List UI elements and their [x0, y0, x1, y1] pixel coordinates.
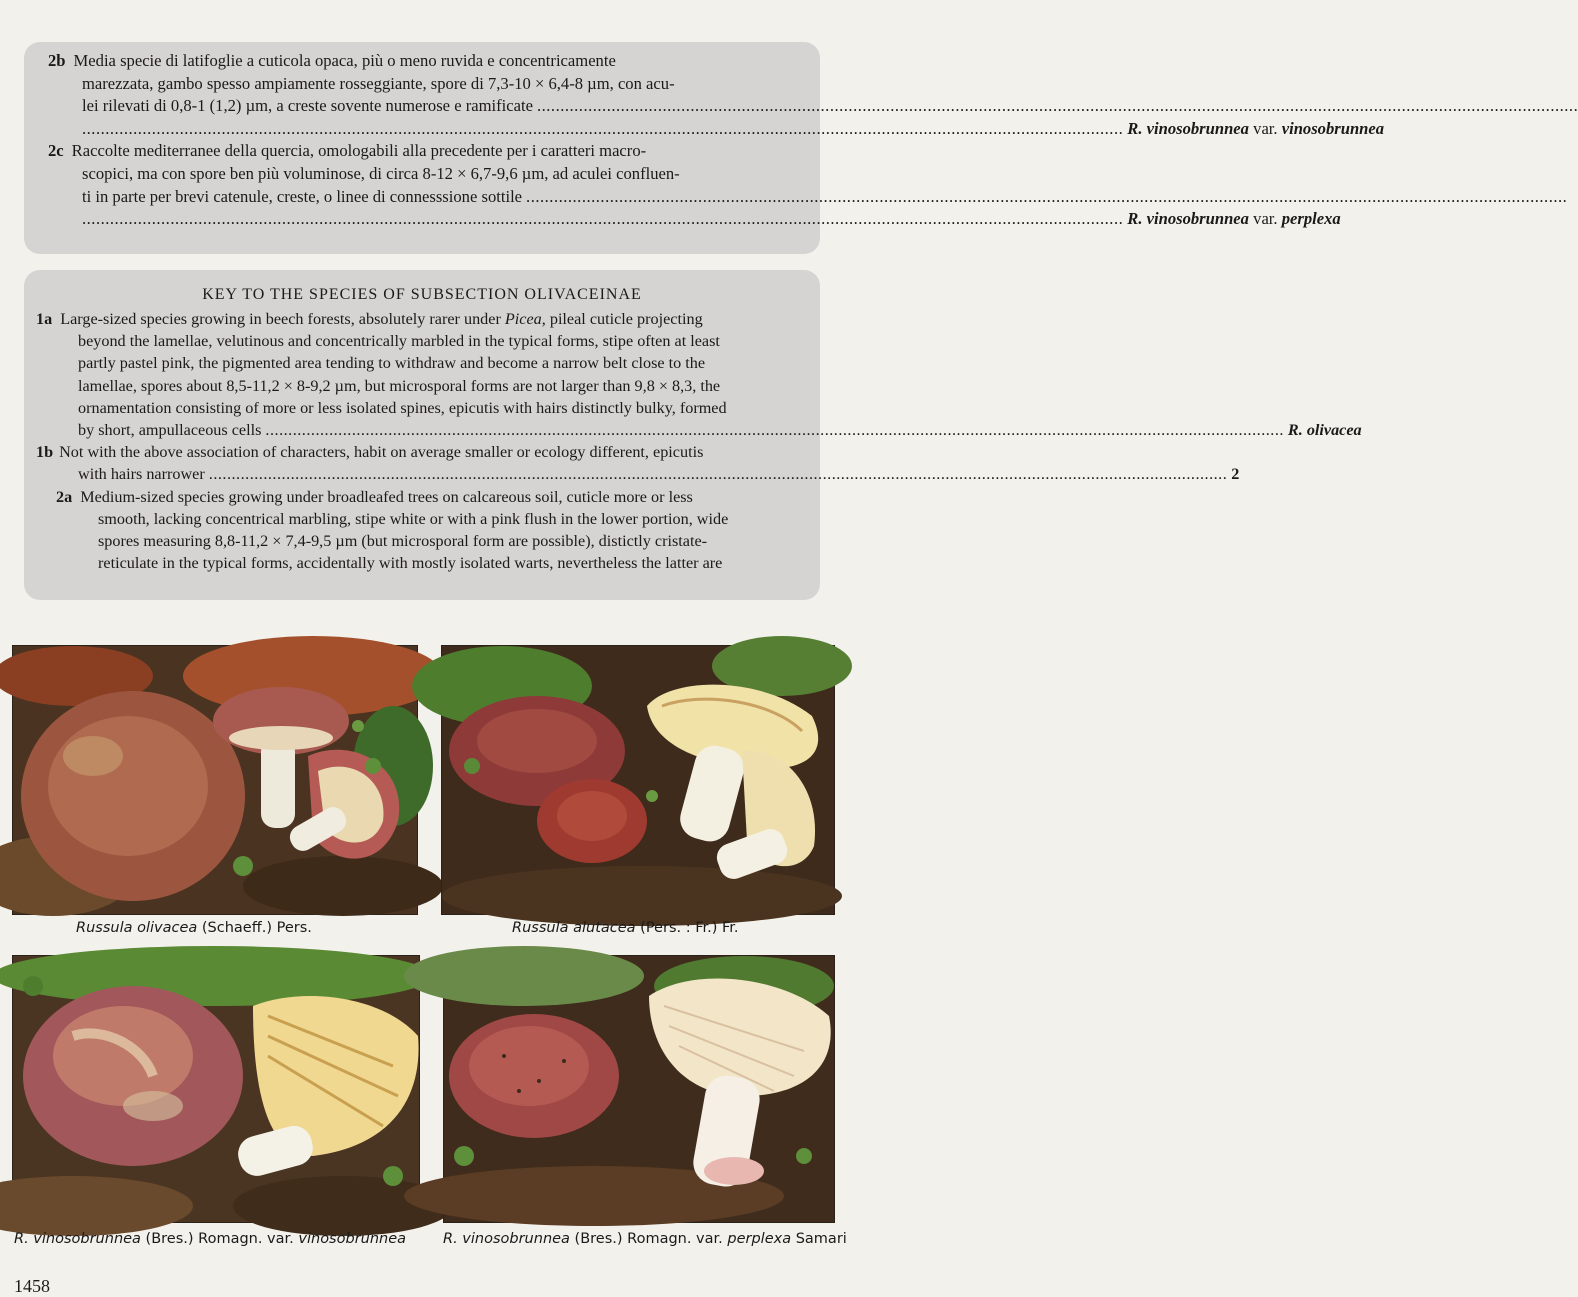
entry-2c-line3: [48, 186, 808, 209]
entry-text: Not with the above association of characters, habit on average smaller or ecology different, epicutis: [59, 443, 704, 462]
caption-genus: R.: [14, 1231, 29, 1247]
mushroom-photo: [13, 646, 417, 914]
entry-text: ti in parte per brevi catenule, creste, o linee di connesssione sottile: [82, 186, 523, 206]
leader-dots: [265, 419, 1284, 441]
leader-dots: [537, 95, 1578, 118]
entry-1b-line1: [36, 441, 808, 463]
caption-epithet: olivacea: [137, 920, 198, 936]
key-title: KEY TO THE SPECIES OF SUBSECTION OLIVACEINAE: [202, 286, 642, 303]
entry-1b: [36, 441, 1240, 485]
caption-epithet: vinosobrunnea: [462, 1231, 570, 1247]
caption-russula-alutacea: [512, 920, 739, 936]
entry-text: [60, 308, 702, 330]
entry-text: with hairs narrower: [78, 465, 205, 484]
caption-genus: Russula: [76, 920, 133, 936]
caption-russula-olivacea: [76, 920, 312, 936]
caption-suffix: Samari: [795, 1231, 847, 1247]
caption-epithet: vinosobrunnea: [33, 1231, 141, 1247]
entry-2a-line1: [56, 486, 808, 508]
caption-genus: Russula: [512, 920, 569, 936]
entry-1a-line6: [36, 419, 1362, 441]
caption-variety: vinosobrunnea: [298, 1231, 407, 1247]
entry-text: by short, ampullaceous cells: [78, 421, 262, 440]
entry-1a: [36, 308, 1362, 441]
entry-1a-line2: beyond the lamellae, velutinous and concentrically marbled in the typical forms, stipe often at least: [78, 332, 720, 351]
caption-vinosobrunnea-perplexa: [443, 1231, 847, 1247]
entry-2c-line2: scopici, ma con spore ben più voluminose, di circa 8-12 × 6,7-9,6 µm, ad aculei confluen-: [82, 163, 680, 183]
entry-1b-line2: [36, 463, 1240, 485]
entry-text: Raccolte mediterranee della quercia, omologabili alla precedente per i caratteri macro-: [71, 141, 647, 161]
mushroom-photo: [13, 956, 419, 1222]
species-name: R. vinosobrunnea: [1127, 209, 1249, 229]
lead-number: 2: [1231, 465, 1240, 484]
page-number: 1458: [14, 1276, 50, 1296]
caption-vinosobrunnea-vinosobrunnea: [14, 1231, 406, 1247]
entry-text: Media specie di latifoglie a cuticola opaca, più o meno ruvida e concentricamente: [73, 51, 616, 70]
entry-1a-line1: [36, 308, 808, 330]
species-name: R. vinosobrunnea: [1127, 118, 1249, 138]
entry-text-part: , pileal cuticle projecting: [541, 310, 703, 328]
var-word: var.: [1253, 209, 1278, 229]
photo-vinosobrunnea-vinosobrunnea: [12, 955, 420, 1223]
entry-text-part: Large-sized species growing in beech forests, absolutely rarer under: [60, 310, 505, 328]
italian-key-box: [24, 42, 1385, 254]
leader-dots: [82, 208, 1123, 231]
entry-number: 2b: [48, 51, 66, 70]
species-result: R. olivacea: [1287, 421, 1362, 440]
caption-epithet: alutacea: [573, 920, 636, 936]
entry-2a-line2: smooth, lacking concentrical marbling, stipe white or with a pink flush in the lower portion, wide: [98, 509, 729, 528]
caption-author: (Schaeff.) Pers.: [201, 920, 312, 936]
entry-number: 1b: [36, 443, 54, 462]
entry-2c: [48, 140, 1341, 230]
photo-russula-alutacea: [441, 645, 835, 915]
entry-1a-line5: ornamentation consisting of more or less isolated spines, epicutis with hairs distinctly bulky, formed: [78, 398, 727, 417]
entry-number: 2a: [56, 487, 73, 506]
entry-text: lei rilevati di 0,8-1 (1,2) µm, a creste sovente numerose e ramificate: [82, 96, 533, 116]
entry-2b-result: [48, 118, 1385, 141]
mushroom-photo: [442, 646, 834, 914]
caption-author: (Bres.) Romagn. var.: [145, 1231, 294, 1247]
photo-russula-olivacea: [12, 645, 418, 915]
entry-2a-line3: spores measuring 8,8-11,2 × 7,4-9,5 µm (but microsporal form are possible), distictly cristate-: [98, 532, 708, 551]
entry-2c-line1: [48, 140, 808, 163]
entry-2b-line1: [48, 50, 808, 73]
mushroom-photo: [444, 956, 834, 1222]
english-key-box: [24, 270, 1362, 600]
leader-dots: [526, 186, 1567, 209]
var-word: var.: [1253, 118, 1278, 138]
caption-variety: perplexa: [727, 1231, 792, 1247]
caption-genus: R.: [443, 1231, 458, 1247]
entry-number: 2c: [48, 141, 64, 161]
leader-dots: [209, 463, 1228, 485]
entry-text: Medium-sized species growing under broadleafed trees on calcareous soil, cuticle more or less: [80, 487, 693, 506]
caption-author: (Bres.) Romagn. var.: [574, 1231, 723, 1247]
entry-2b: [48, 50, 1385, 140]
entry-2a-line4: reticulate in the typical forms, accidentally with mostly isolated warts, nevertheless the latter are: [98, 554, 723, 573]
entry-2b-line3: [48, 95, 808, 118]
species-result: [1127, 208, 1340, 231]
entry-1a-line4: lamellae, spores about 8,5-11,2 × 8-9,2 µm, but microsporal forms are not larger than 9,8 × 8,3, the: [78, 376, 721, 395]
variety-name: perplexa: [1281, 209, 1341, 229]
variety-name: vinosobrunnea: [1281, 118, 1385, 138]
genus-picea: Picea: [504, 310, 542, 328]
photo-vinosobrunnea-perplexa: [443, 955, 835, 1223]
entry-1a-line3: partly pastel pink, the pigmented area tending to withdraw and become a narrow belt close to the: [78, 354, 706, 373]
leader-dots: [82, 118, 1123, 141]
species-result: [1127, 118, 1384, 141]
entry-2c-result: [48, 208, 1341, 231]
entry-2b-line2: marezzata, gambo spesso ampiamente rosseggiante, spore di 7,3-10 × 6,4-8 µm, con acu-: [82, 73, 675, 93]
entry-2a: [36, 486, 808, 575]
caption-author: (Pers. : Fr.) Fr.: [640, 920, 739, 936]
entry-number: 1a: [36, 310, 53, 328]
